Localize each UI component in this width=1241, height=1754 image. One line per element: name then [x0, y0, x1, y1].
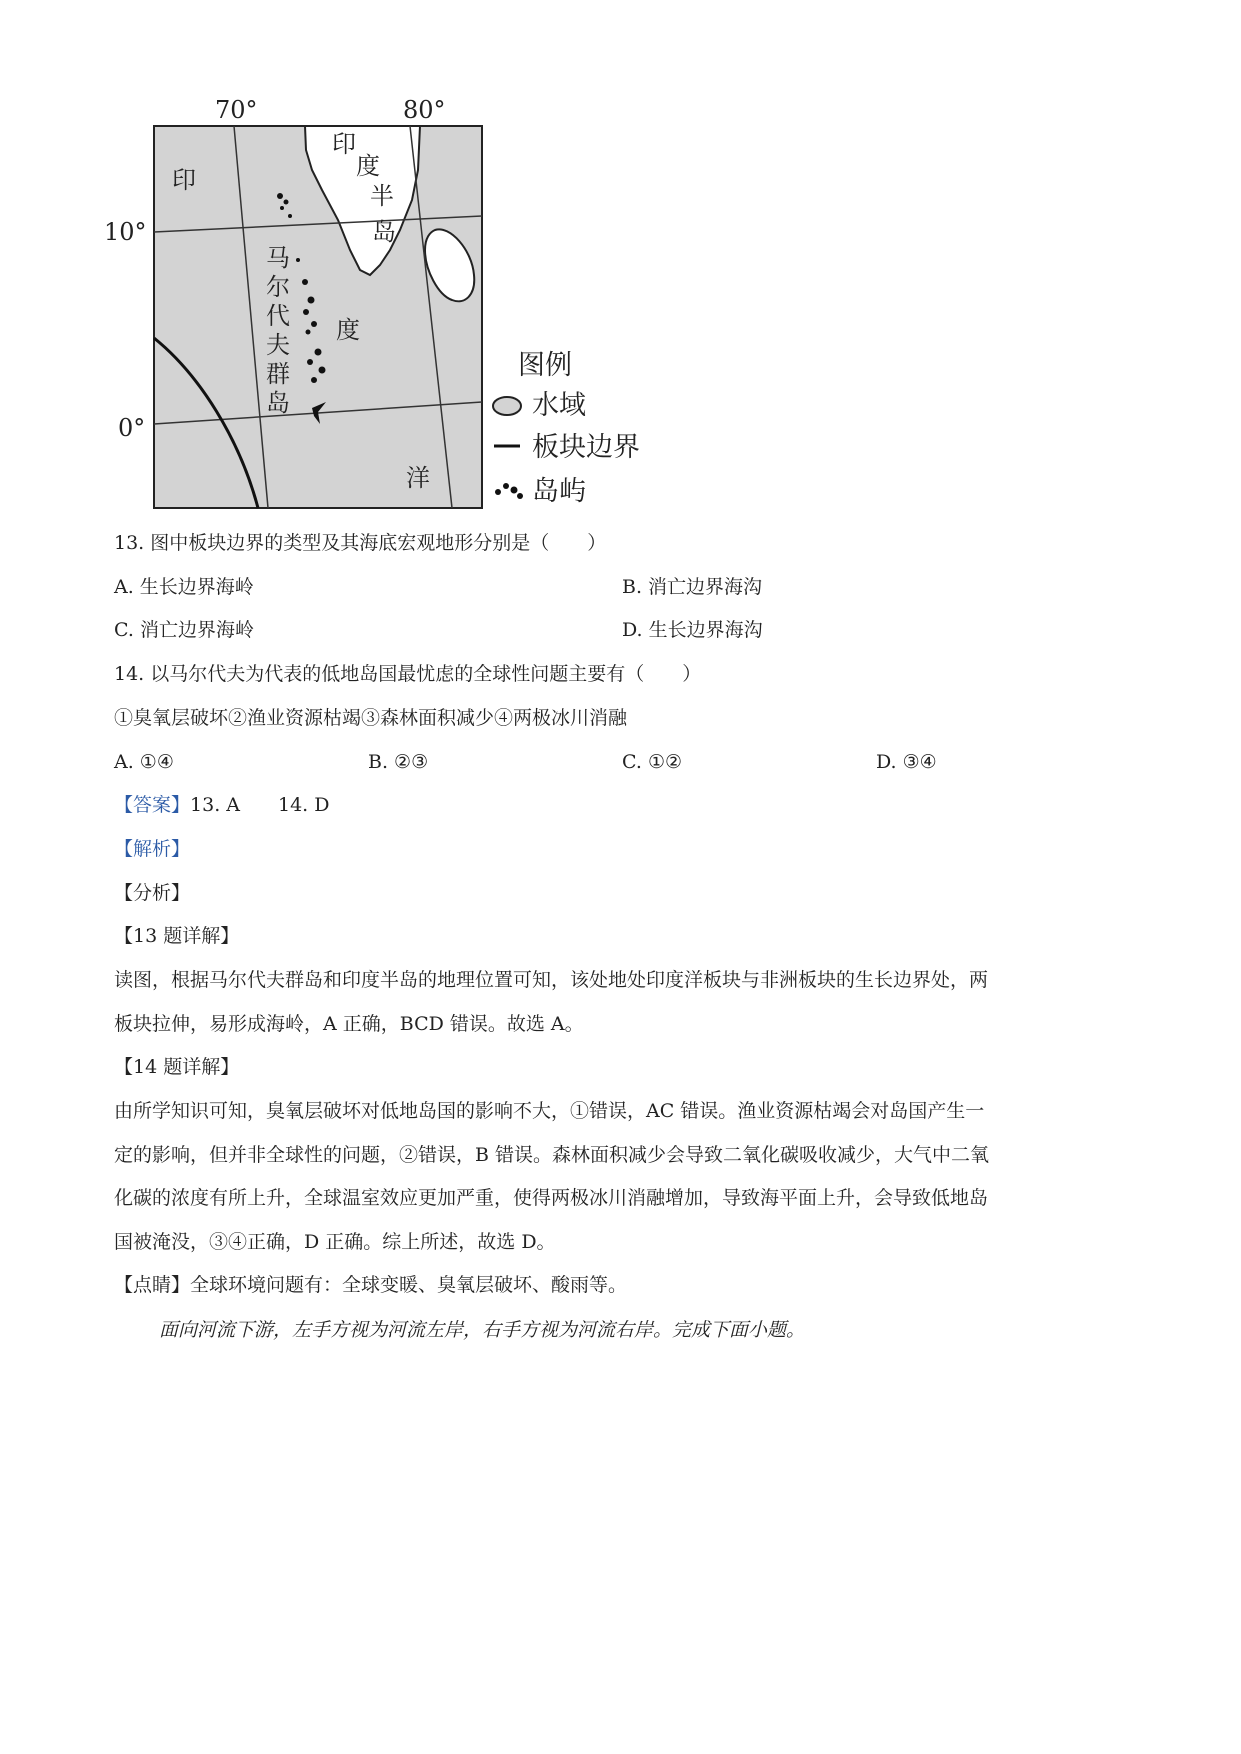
india-peninsula-label-2: 度 [356, 152, 380, 180]
lat-label-0: 0° [118, 414, 146, 442]
q14-detail-line-4: 国被淹没，③④正确，D 正确。综上所述，故选 D。 [114, 1231, 556, 1253]
india-peninsula-label-1: 印 [332, 130, 356, 158]
q14-option-d: D. ③④ [876, 751, 937, 773]
maldives-label-4: 夫 [266, 331, 290, 359]
answer-text: 13. A 14. D [190, 794, 330, 816]
q14-stem: 14. 以马尔代夫为代表的低地岛国最忧虑的全球性问题主要有（ ） [114, 663, 702, 685]
lon-label-70: 70° [215, 96, 258, 124]
ocean-label-3: 洋 [406, 464, 430, 492]
ocean-label-1: 印 [172, 166, 196, 194]
q14-option-c: C. ①② [622, 751, 683, 773]
q13-option-a: A. 生长边界海岭 [114, 576, 254, 598]
answer-line [114, 792, 329, 818]
ocean-label-2: 度 [336, 316, 360, 344]
india-peninsula-label-3: 半 [370, 182, 394, 210]
q13-option-c: C. 消亡边界海岭 [114, 619, 254, 641]
q14-items: ①臭氧层破坏②渔业资源枯竭③森林面积减少④两极冰川消融 [114, 707, 628, 729]
q13-stem: 13. 图中板块边界的类型及其海底宏观地形分别是（ ） [114, 532, 607, 554]
legend-title: 图例 [518, 350, 572, 381]
q13-detail-tag: 【13 题详解】 [114, 925, 240, 947]
q13-option-d: D. 生长边界海沟 [622, 619, 763, 641]
legend-water-label: 水域 [532, 390, 586, 421]
dianjing-line [114, 1272, 627, 1298]
fenxi-tag: 【分析】 [114, 882, 191, 904]
maldives-label-2: 尔 [266, 273, 290, 301]
q14-detail-line-3: 化碳的浓度有所上升，全球温室效应更加严重，使得两极冰川消融增加，导致海平面上升，会导致低地岛 [114, 1187, 989, 1209]
q14-option-a: A. ①④ [114, 751, 174, 773]
water-ellipse-icon [493, 397, 521, 415]
legend-islands-label: 岛屿 [532, 476, 586, 507]
lat-label-10: 10° [104, 218, 147, 246]
legend-boundary-label: 板块边界 [532, 432, 640, 463]
answer-tag: 【答案】 [114, 794, 191, 816]
india-peninsula-label-4: 岛 [372, 218, 396, 246]
dianjing-tag: 【点睛】 [114, 1274, 191, 1296]
maldives-label-3: 代 [266, 302, 290, 330]
q14-detail-line-1: 由所学知识可知，臭氧层破坏对低地岛国的影响不大，①错误，AC 错误。渔业资源枯竭会对岛国产生一 [114, 1100, 985, 1122]
analysis-tag: 【解析】 [114, 838, 191, 860]
q14-option-b: B. ②③ [368, 751, 429, 773]
maldives-label-6: 岛 [266, 389, 290, 417]
islands-icon [495, 483, 523, 499]
maldives-plate-map [100, 90, 660, 510]
lon-label-80: 80° [403, 96, 446, 124]
maldives-label-5: 群 [266, 360, 290, 388]
q13-detail-line-1: 读图，根据马尔代夫群岛和印度半岛的地理位置可知，该处地处印度洋板块与非洲板块的生长边界处，两 [114, 969, 989, 991]
q14-detail-line-2: 定的影响，但并非全球性的问题，②错误，B 错误。森林面积减少会导致二氧化碳吸收减少，大气中二氧 [114, 1144, 990, 1166]
q13-detail-line-2: 板块拉伸，易形成海岭，A 正确，BCD 错误。故选 A。 [114, 1013, 584, 1035]
q14-detail-tag: 【14 题详解】 [114, 1056, 240, 1078]
dianjing-text: 全球环境问题有：全球变暖、臭氧层破坏、酸雨等。 [190, 1274, 628, 1296]
next-question-intro: 面向河流下游，左手方视为河流左岸，右手方视为河流右岸。完成下面小题。 [159, 1319, 806, 1341]
maldives-label-1: 马 [266, 244, 290, 272]
q13-option-b: B. 消亡边界海沟 [622, 576, 763, 598]
